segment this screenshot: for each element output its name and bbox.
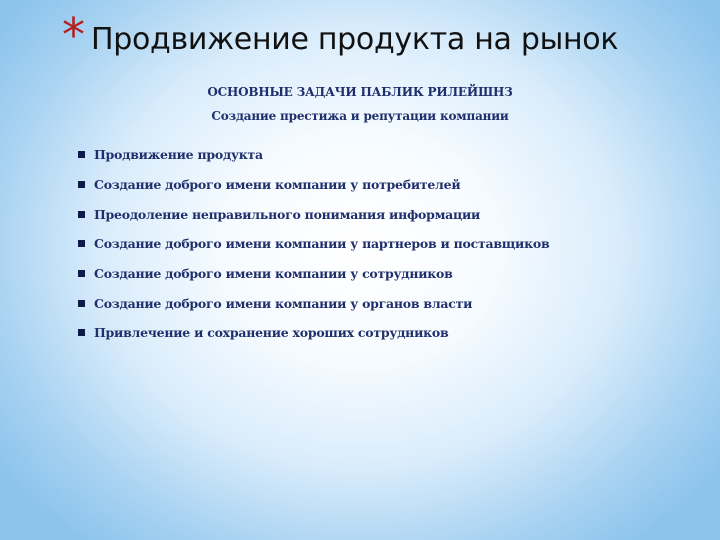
square-bullet-icon	[78, 329, 85, 336]
list-item	[78, 140, 549, 170]
list-item	[78, 229, 549, 259]
list-item-text: Создание доброго имени компании у потребителей	[94, 177, 461, 193]
square-bullet-icon	[78, 151, 85, 158]
square-bullet-icon	[78, 300, 85, 307]
list-item-text: Преодоление неправильного понимания информации	[94, 206, 481, 222]
slide-title: Продвижение продукта на рынок	[91, 22, 619, 57]
list-item-text: Продвижение продукта	[94, 147, 263, 163]
list-item-text: Привлечение и сохранение хороших сотрудников	[94, 325, 449, 341]
list-item	[78, 199, 549, 229]
list-item-text: Создание доброго имени компании у органов власти	[94, 295, 473, 311]
list-item	[78, 259, 549, 289]
square-bullet-icon	[78, 270, 85, 277]
square-bullet-icon	[78, 240, 85, 247]
list-item-text: Создание доброго имени компании у сотрудников	[94, 266, 453, 282]
title-row	[62, 8, 619, 74]
asterisk-icon: *	[62, 8, 85, 62]
square-bullet-icon	[78, 211, 85, 218]
list-item	[78, 288, 549, 318]
section-heading: ОСНОВНЫЕ ЗАДАЧИ ПАБЛИК РИЛЕЙШНЗ	[207, 85, 513, 99]
list-item-text: Создание доброго имени компании у партнеров и поставщиков	[94, 236, 550, 252]
list-item	[78, 318, 549, 348]
list-item	[78, 170, 549, 200]
section-subheading: Создание престижа и репутации компании	[211, 109, 509, 123]
bullet-list	[78, 140, 549, 348]
square-bullet-icon	[78, 181, 85, 188]
